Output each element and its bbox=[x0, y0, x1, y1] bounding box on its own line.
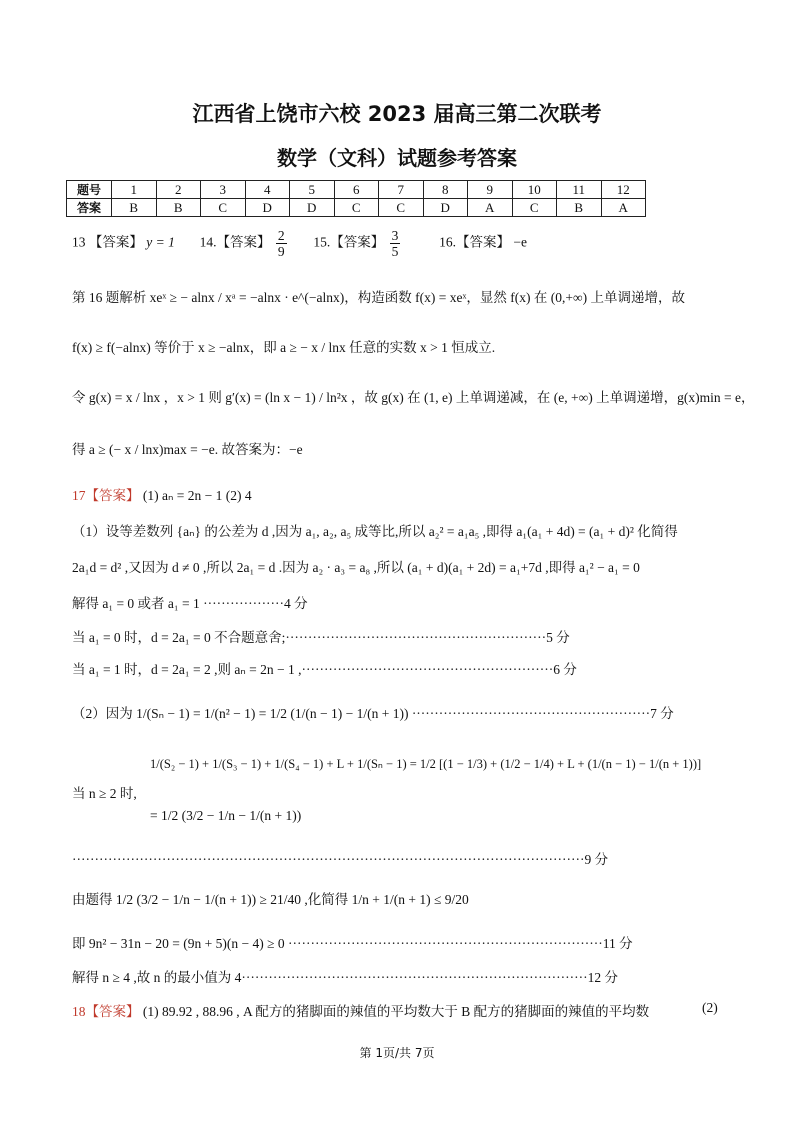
table-cell: 2 bbox=[156, 181, 201, 199]
page-footer: 第 1页/共 7页 bbox=[359, 1046, 435, 1060]
table-cell: 6 bbox=[334, 181, 379, 199]
table-cell: 8 bbox=[423, 181, 468, 199]
table-cell: 5 bbox=[290, 181, 335, 199]
q16-label: 16.【答案】 bbox=[439, 234, 510, 250]
q18-text: (1) 89.92 , 88.96 , A 配方的猪脚面的辣值的平均数大于 B 配方的猪脚面的辣值的平均数 bbox=[142, 1004, 650, 1019]
table-cell: B bbox=[557, 199, 602, 217]
table-cell: 9 bbox=[468, 181, 513, 199]
table-cell: 10 bbox=[512, 181, 557, 199]
table-cell: C bbox=[512, 199, 557, 217]
table-cell: C bbox=[379, 199, 424, 217]
q17-step-6: （2）因为 1/(Sₙ − 1) = 1/(n² − 1) = 1/2 (1/(n − 1) − 1/(n + 1)) ·····················································7 分 bbox=[72, 706, 674, 721]
q15-numerator: 3 bbox=[391, 228, 399, 243]
table-cell: A bbox=[468, 199, 513, 217]
table-header-cell: 答案 bbox=[67, 199, 112, 217]
q17-case-prefix: 当 n ≥ 2 时, bbox=[72, 786, 137, 801]
q13-value: y = 1 bbox=[146, 234, 175, 250]
q15-denominator: 5 bbox=[391, 244, 399, 259]
fill-in-answers bbox=[72, 228, 527, 259]
q15-label: 15.【答案】 bbox=[313, 234, 385, 250]
table-cell: D bbox=[423, 199, 468, 217]
q17-step-5: 当 a₁ = 1 时，d = 2a₁ = 2 ,则 aₙ = 2n − 1 ,························································6 分 bbox=[72, 662, 577, 677]
table-cell: 3 bbox=[201, 181, 246, 199]
q17-step-1: （1）设等差数列 {aₙ} 的公差为 d ,因为 a₁, a₂, a₅ 成等比,所以 a₂² = a₁a₅ ,即得 a₁(a₁ + 4d) = (a₁ + d)² 化简得 bbox=[72, 524, 678, 539]
q17-step-2: 2a₁d = d² ,又因为 d ≠ 0 ,所以 2a₁ = d .因为 a₂ · a₃ = a₈ ,所以 (a₁ + d)(a₁ + 2d) = a₁+7d ,即得 a₁² − a₁ = 0 bbox=[72, 560, 640, 575]
table-cell: D bbox=[290, 199, 335, 217]
q16-solution-line-4: 得 a ≥ (− x / lnx)max = −e. 故答案为：−e bbox=[72, 442, 303, 457]
q18-label: 18【答案】 bbox=[72, 1004, 140, 1019]
q15-fraction bbox=[390, 228, 401, 259]
table-cell: D bbox=[245, 199, 290, 217]
q17-step-4: 当 a₁ = 0 时，d = 2a₁ = 0 不合题意舍;··························································5 分 bbox=[72, 630, 570, 645]
q16-solution-line-1: 第 16 题解析 xeˣ ≥ − alnx / xᵃ = −alnx · e^(−alnx)，构造函数 f(x) = xeˣ，显然 f(x) 在 (0,+∞) 上单调递增，故 bbox=[72, 290, 685, 305]
q17-conclusion: 解得 n ≥ 4 ,故 n 的最小值为 4·············································································12 分 bbox=[72, 970, 618, 985]
q17-sum-result: = 1/2 (3/2 − 1/n − 1/(n + 1)) bbox=[150, 808, 302, 823]
table-cell: 1 bbox=[112, 181, 157, 199]
q17-step-9pts: ··················································································································9 分 bbox=[72, 852, 609, 867]
q18-answer-line bbox=[72, 1000, 649, 1020]
q13-label: 13 【答案】 bbox=[72, 234, 143, 250]
table-cell: 12 bbox=[601, 181, 646, 199]
q16-solution-line-3: 令 g(x) = x / lnx ，x > 1 则 g′(x) = (ln x − 1) / ln²x ，故 g(x) 在 (1, e) 上单调递减，在 (e, +∞) 上单调递增，g(x)min = e， bbox=[72, 390, 755, 405]
table-row-numbers bbox=[67, 181, 646, 199]
page-subtitle: 数学（文科）试题参考答案 bbox=[277, 146, 517, 170]
page-title: 江西省上饶市六校 2023 届高三第二次联考 bbox=[192, 102, 602, 126]
q17-step-3: 解得 a₁ = 0 或者 a₁ = 1 ··················4 分 bbox=[72, 596, 308, 611]
table-cell: B bbox=[156, 199, 201, 217]
table-cell: B bbox=[112, 199, 157, 217]
table-header-cell: 题号 bbox=[67, 181, 112, 199]
answer-table bbox=[66, 180, 646, 217]
q17-answer-line bbox=[72, 484, 252, 504]
q16-solution-line-2: f(x) ≥ f(−alnx) 等价于 x ≥ −alnx，即 a ≥ − x / lnx 任意的实数 x > 1 恒成立. bbox=[72, 340, 496, 355]
q17-inequality: 由题得 1/2 (3/2 − 1/n − 1/(n + 1)) ≥ 21/40 ,化简得 1/n + 1/(n + 1) ≤ 9/20 bbox=[72, 892, 469, 907]
q17-answer: (1) aₙ = 2n − 1 (2) 4 bbox=[142, 488, 252, 503]
q17-label: 17【答案】 bbox=[72, 488, 140, 503]
q17-sum-expression: 1/(S₂ − 1) + 1/(S₃ − 1) + 1/(S₄ − 1) + L + 1/(Sₙ − 1) = 1/2 [(1 − 1/3) + (1/2 − 1/4) + L + (1/(n − 1) − 1/(n + 1))] bbox=[150, 757, 702, 771]
table-cell: 11 bbox=[557, 181, 602, 199]
q18-part2-label: (2) bbox=[702, 1000, 718, 1015]
q16-value: −e bbox=[513, 234, 527, 250]
table-cell: C bbox=[334, 199, 379, 217]
q14-fraction bbox=[276, 228, 287, 259]
q17-factorization: 即 9n² − 31n − 20 = (9n + 5)(n − 4) ≥ 0 ······································································11 分 bbox=[72, 936, 633, 951]
table-cell: 7 bbox=[379, 181, 424, 199]
table-row-answers bbox=[67, 199, 646, 217]
q14-denominator: 9 bbox=[277, 244, 285, 259]
table-cell: C bbox=[201, 199, 246, 217]
q14-label: 14.【答案】 bbox=[199, 234, 271, 250]
table-cell: 4 bbox=[245, 181, 290, 199]
q14-numerator: 2 bbox=[277, 228, 285, 243]
table-cell: A bbox=[601, 199, 646, 217]
